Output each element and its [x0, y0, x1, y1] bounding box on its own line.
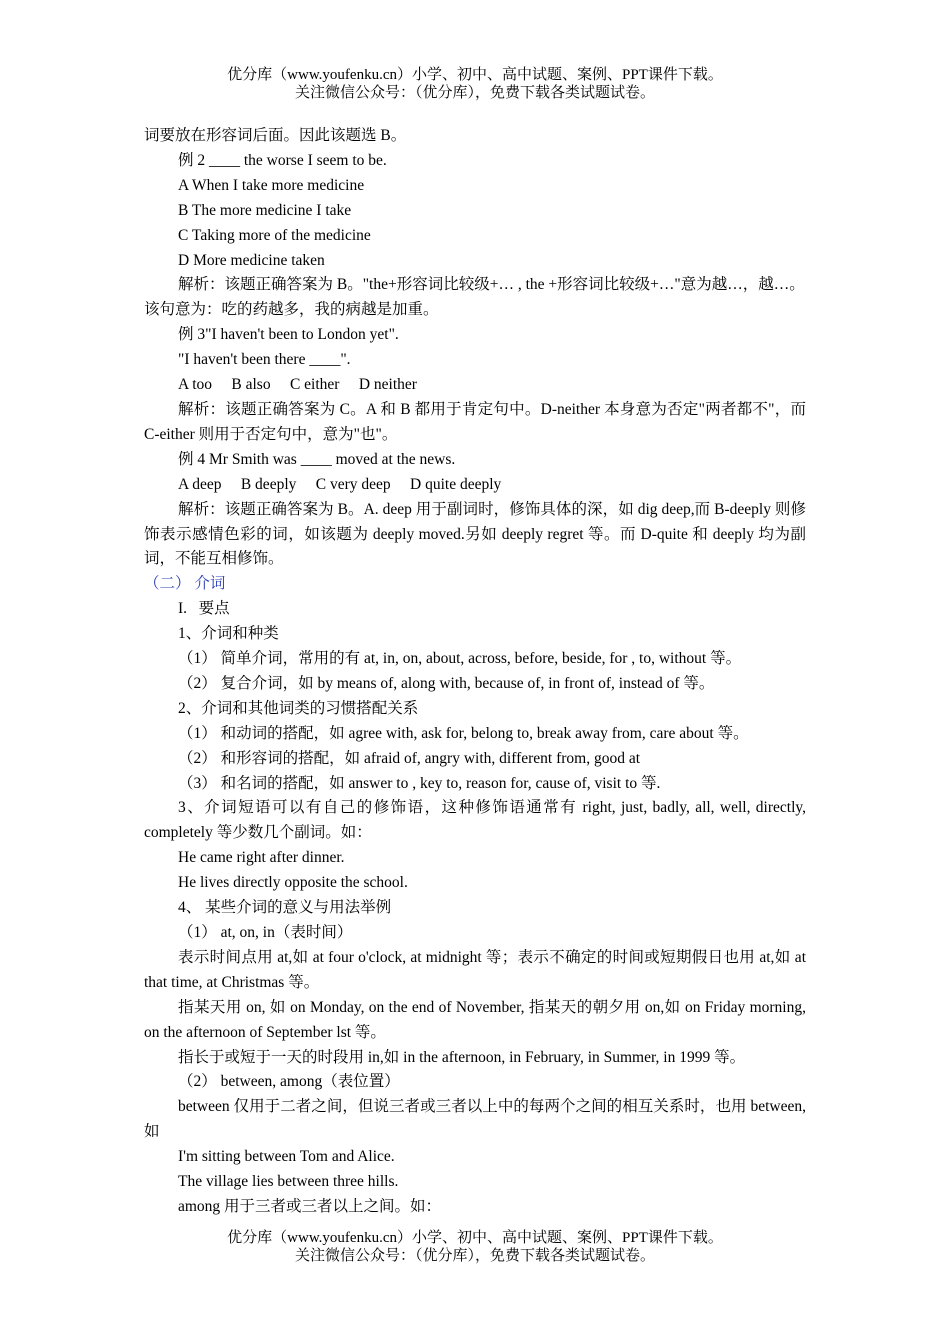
list-item: （1） 和动词的搭配，如 agree with, ask for, belong to, break away from, care about 等。: [178, 724, 749, 742]
answer-options: A too B also C either D neither: [178, 376, 417, 394]
list-item: （3） 和名词的搭配，如 answer to , key to, reason for, cause of, visit to 等.: [178, 774, 661, 792]
subheading: 4、 某些介词的意义与用法举例: [178, 899, 392, 917]
paragraph: 词要放在形容词后面。因此该题选 B。: [144, 127, 407, 144]
list-item: （1） 简单介词，常用的有 at, in, on, about, across, before, beside, for , to, without 等。: [178, 650, 742, 668]
example-sentence: He lives directly opposite the school.: [178, 874, 408, 892]
answer-option: B The more medicine I take: [178, 201, 352, 219]
paragraph: 3、介词短语可以有自己的修饰语，这种修饰语通常有 right, just, badly, all, well, directly, completely 等少数几个副词。如：: [144, 799, 806, 842]
paragraph: 表示时间点用 at,如 at four o'clock, at midnight 等；表示不确定的时间或短期假日也用 at,如 at that time, at Christmas 等。: [144, 948, 806, 991]
document-body: [144, 124, 806, 1220]
example-sentence: The village lies between three hills.: [178, 1173, 399, 1191]
subheading: 1、介词和种类: [178, 625, 279, 643]
paragraph: 指某天用 on, 如 on Monday, on the end of November, 指某天的朝夕用 on,如 on Friday morning, on the afternoon of September lst 等。: [144, 998, 806, 1041]
answer-option: A When I take more medicine: [178, 176, 365, 194]
answer-option: D More medicine taken: [178, 251, 325, 269]
list-item: （1） at, on, in（表时间）: [178, 924, 353, 941]
list-item: （2） between, among（表位置）: [178, 1073, 400, 1091]
subheading: 2、介词和其他词类的习惯搭配关系: [178, 699, 419, 717]
example-sentence: He came right after dinner.: [178, 849, 345, 867]
example-sentence: I'm sitting between Tom and Alice.: [178, 1148, 395, 1166]
example-question: 例 2 ____ the worse I seem to be.: [178, 151, 387, 169]
footer-line-2: 关注微信公众号：（优分库），免费下载各类试题试卷。: [294, 1248, 655, 1264]
explanation: 解析：该题正确答案为 C。A 和 B 都用于肯定句中。D-neither 本身意为否定"两者都不"，而 C-either 则用于否定句中，意为"也"。: [144, 400, 806, 443]
list-item: （2） 复合介词，如 by means of, along with, because of, in front of, instead of 等。: [178, 674, 715, 692]
paragraph: 指长于或短于一天的时段用 in,如 in the afternoon, in February, in Summer, in 1999 等。: [178, 1048, 746, 1066]
list-item: （2） 和形容词的搭配，如 afraid of, angry with, different from, good at: [178, 749, 641, 767]
subheading: I. 要点: [178, 600, 230, 618]
answer-options: A deep B deeply C very deep D quite deeply: [178, 475, 502, 493]
answer-option: C Taking more of the medicine: [178, 226, 371, 244]
header-line-2: 关注微信公众号：（优分库），免费下载各类试题试卷。: [294, 85, 655, 101]
section-heading: （二） 介词: [144, 575, 226, 593]
example-question: "I haven't been there ____".: [178, 351, 351, 369]
paragraph: between 仅用于二者之间，但说三者或三者以上中的每两个之间的相互关系时，也用 between, 如: [144, 1098, 806, 1141]
explanation: 解析：该题正确答案为 B。A. deep 用于副词时，修饰具体的深，如 dig deep,而 B-deeply 则修饰表示感情色彩的词，如该题为 deeply moved.另如 deeply regret 等。而 D-quite 和 deeply 均为副词，不能互相修饰。: [144, 500, 806, 568]
example-question: 例 4 Mr Smith was ____ moved at the news.: [178, 450, 456, 468]
example-question: 例 3"I haven't been to London yet".: [178, 326, 399, 344]
page-header: [0, 66, 950, 102]
footer-line-1: 优分库（www.youfenku.cn）小学、初中、高中试题、案例、PPT课件下载。: [227, 1230, 723, 1246]
paragraph: among 用于三者或三者以上之间。如：: [178, 1197, 442, 1215]
page-footer: [0, 1229, 950, 1265]
header-line-1: 优分库（www.youfenku.cn）小学、初中、高中试题、案例、PPT课件下载。: [227, 67, 723, 83]
explanation: 解析：该题正确答案为 B。"the+形容词比较级+… , the +形容词比较级+…"意为越…，越…。该句意为：吃的药越多，我的病越是加重。: [144, 276, 805, 319]
